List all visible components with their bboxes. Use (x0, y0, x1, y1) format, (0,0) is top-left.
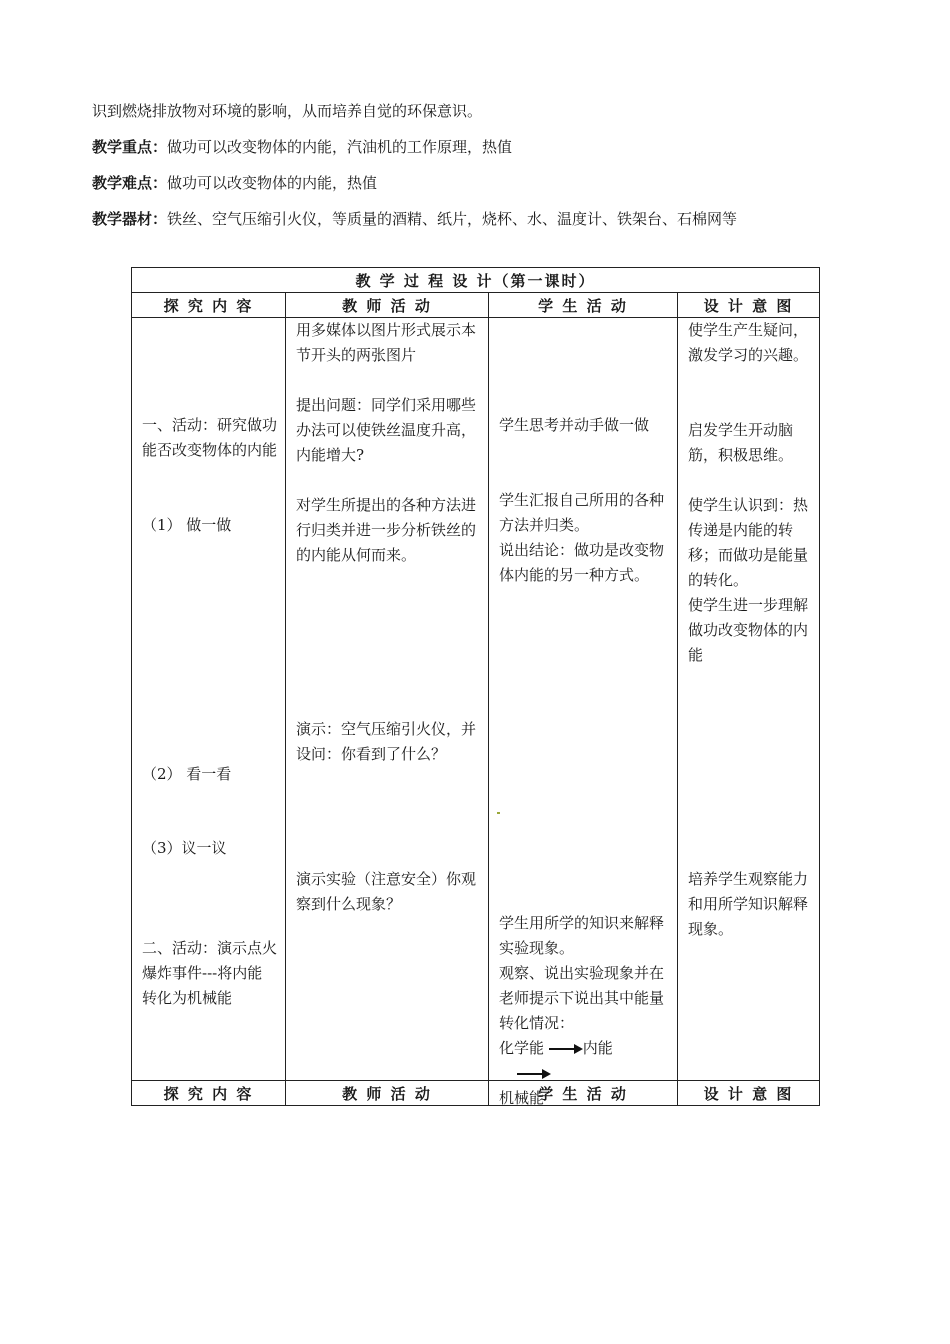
teacher-step-5: 演示实验（注意安全）你观察到什么现象？ (296, 870, 477, 913)
table-header-row (132, 293, 820, 318)
stray-mark (497, 812, 500, 814)
equipment-text: 铁丝、空气压缩引火仪，等质量的酒精、纸片，烧杯、水、温度计、铁架台、石棉网等 (167, 210, 738, 228)
difficulties-label: 教学难点： (92, 174, 168, 192)
student-step-1: 学生思考并动手做一做 (499, 416, 650, 434)
intent-3: 使学生认识到：热传递是内能的转移；而做功是能量的转化。 (688, 496, 809, 589)
intent-cell (678, 318, 820, 1081)
step-look: （2） 看一看 (142, 765, 232, 783)
energy-chemical: 化学能 (499, 1039, 545, 1057)
student-step-3: 说出结论：做功是改变物体内能的另一种方式。 (499, 541, 665, 584)
header-student: 学 生 活 动 (489, 293, 678, 318)
intent-2: 启发学生开动脑筋，积极思维。 (688, 421, 794, 464)
footer-student: 学 生 活 动 (489, 1081, 678, 1106)
key-points-label: 教学重点： (92, 138, 168, 156)
key-points-line (92, 132, 872, 168)
teacher-step-2: 提出问题：同学们采用哪些办法可以使铁丝温度升高，内能增大? (296, 396, 477, 464)
equipment-line (92, 204, 872, 240)
inquiry-cell (132, 318, 286, 1081)
footer-inquiry: 探 究 内 容 (132, 1081, 286, 1106)
intent-5: 培养学生观察能力和用所学知识解释现象。 (688, 870, 809, 938)
teacher-step-1: 用多媒体以图片形式展示本节开头的两张图片 (296, 321, 477, 364)
teacher-cell (286, 318, 489, 1081)
arrow-right-icon (549, 1044, 583, 1054)
intent-1: 使学生产生疑问，激发学习的兴趣。 (688, 321, 809, 364)
step-do: （1） 做一做 (142, 516, 232, 534)
energy-mechanical: 机械能 (499, 1089, 545, 1107)
table-title: 教 学 过 程 设 计（第一课时） (132, 268, 820, 293)
footer-teacher: 教 师 活 动 (286, 1081, 489, 1106)
header-inquiry: 探 究 内 容 (132, 293, 286, 318)
energy-chain (499, 1036, 669, 1111)
header-teacher: 教 师 活 动 (286, 293, 489, 318)
footer-intent: 设 计 意 图 (678, 1081, 820, 1106)
difficulties-line (92, 168, 872, 204)
arrow-right-icon (517, 1069, 551, 1079)
difficulties-text: 做功可以改变物体的内能，热值 (167, 174, 378, 192)
activity-1: 一、活动：研究做功能否改变物体的内能 (142, 416, 278, 459)
table-footer-row (132, 1081, 820, 1106)
teacher-step-3: 对学生所提出的各种方法进行归类并进一步分析铁丝的的内能从何而来。 (296, 496, 477, 564)
activity-2: 二、活动：演示点火爆炸事件---将内能转化为机械能 (142, 939, 278, 1007)
key-points-text: 做功可以改变物体的内能，汽油机的工作原理，热值 (167, 138, 513, 156)
step-discuss: （3）议一议 (142, 839, 227, 857)
equipment-label: 教学器材： (92, 210, 168, 228)
teacher-step-4: 演示：空气压缩引火仪，并设问：你看到了什么？ (296, 720, 477, 763)
lesson-plan-table (131, 267, 820, 1106)
intent-4: 使学生进一步理解做功改变物体的内能 (688, 596, 809, 664)
table-title-row (132, 268, 820, 293)
table-body-row (132, 318, 820, 1081)
energy-internal: 内能 (582, 1039, 613, 1057)
intro-line (92, 96, 872, 132)
intro-line-text: 识到燃烧排放物对环境的影响，从而培养自觉的环保意识。 (92, 102, 483, 120)
header-intent: 设 计 意 图 (678, 293, 820, 318)
student-step-5: 观察、说出实验现象并在老师提示下说出其中能量转化情况： (499, 964, 665, 1032)
student-step-4: 学生用所学的知识来解释实验现象。 (499, 914, 665, 957)
student-step-2: 学生汇报自己所用的各种方法并归类。 (499, 491, 665, 534)
intro-section (92, 96, 872, 240)
